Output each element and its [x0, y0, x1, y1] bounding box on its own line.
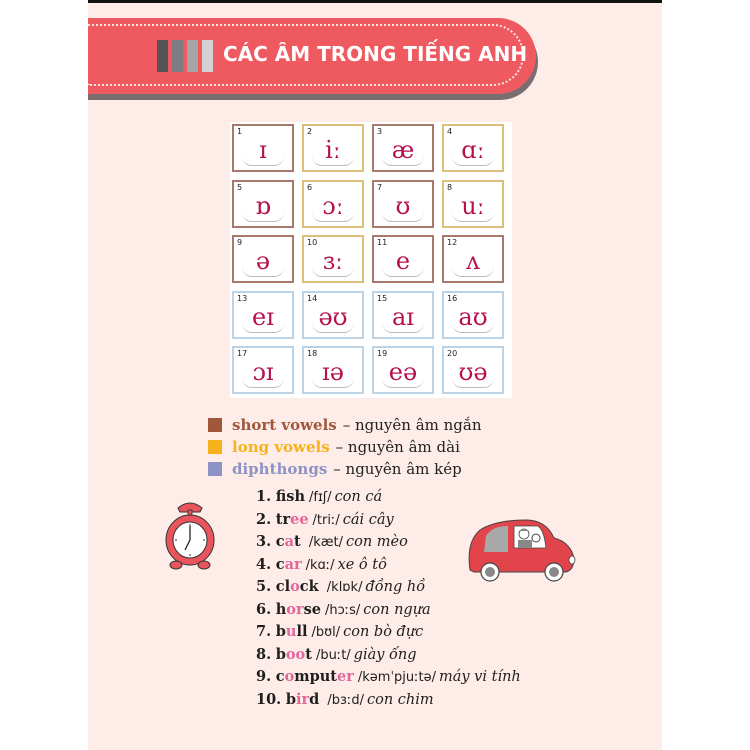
phoneme-cell: [442, 235, 504, 283]
vocab-ipa: /kəmˈpjuːtə/: [357, 670, 436, 685]
cell-number: 14: [307, 293, 318, 303]
cell-number: 1: [237, 127, 243, 136]
vocabulary-list: [256, 488, 521, 713]
legend-item: [208, 436, 482, 458]
phoneme-cell: [232, 291, 294, 339]
vocab-item: 3. cat /kæt/ con mèo: [256, 533, 408, 550]
phoneme-cell: [232, 346, 294, 394]
legend-key: short vowels: [232, 416, 337, 434]
vocab-ipa: /kɑː/: [305, 557, 335, 573]
phoneme-cell: [302, 346, 364, 394]
phoneme-symbol: eɪ: [252, 302, 274, 331]
vocab-ipa: /fɪʃ/: [309, 490, 332, 505]
cell-number: 15: [377, 293, 388, 303]
legend-key: long vowels: [232, 438, 330, 456]
legend-swatch: [208, 418, 222, 432]
vocab-word: fsh: [275, 488, 306, 505]
vocab-ipa: /bɜːd/: [323, 692, 364, 708]
alarm-clock-icon: [160, 498, 220, 570]
cell-number: 12: [447, 238, 458, 247]
phoneme-symbol: ɜː: [322, 247, 344, 275]
phoneme-symbol: iː: [325, 136, 341, 164]
vocab-item: 9. computer /kəmˈpjuːtə/ máy vi tính: [256, 668, 521, 685]
vocab-item: 2. tree /triː/ cái cây: [256, 510, 394, 528]
phoneme-cell: [302, 235, 364, 283]
cell-number: 5: [237, 182, 243, 192]
cell-number: 4: [447, 127, 453, 136]
phoneme-cell: [232, 235, 294, 283]
page-title: CÁC ÂM TRONG TIẾNG ANH: [223, 42, 528, 66]
vocab-ipa: /hɔːs/: [325, 602, 361, 618]
vocab-ipa: /kæt/: [304, 535, 343, 550]
cell-number: 8: [447, 182, 453, 192]
vocab-meaning: máy vi tính: [438, 669, 521, 685]
phoneme-symbol: ə: [255, 247, 271, 275]
cell-number: 6: [307, 182, 313, 192]
phoneme-symbol: aʊ: [458, 302, 488, 331]
vocab-meaning: con bò đực: [343, 624, 424, 640]
cell-number: 19: [377, 349, 388, 358]
phoneme-symbol: aɪ: [392, 302, 414, 331]
cell-number: 9: [237, 238, 243, 247]
legend-desc: – nguyên âm kép: [333, 460, 462, 478]
phoneme-cell: [302, 291, 364, 339]
legend-desc: – nguyên âm ngắn: [342, 416, 482, 434]
phoneme-symbol: ɔɪ: [252, 358, 274, 386]
phoneme-symbol: ɒ: [255, 191, 271, 220]
phoneme-symbol: eə: [388, 358, 418, 386]
vocab-meaning: con cá: [334, 489, 383, 505]
legend-swatch: [208, 440, 222, 454]
vocab-meaning: con ngựa: [363, 601, 431, 618]
phoneme-symbol: ɔː: [322, 191, 344, 220]
vocab-meaning: cái cây: [342, 511, 394, 528]
phoneme-cell: [372, 291, 434, 339]
phoneme-cell: [442, 124, 504, 172]
cell-number: 20: [447, 349, 458, 358]
phoneme-symbol: æ: [391, 136, 415, 164]
phoneme-symbol: ʌ: [466, 247, 480, 275]
phoneme-symbol: ʊ: [395, 191, 411, 220]
legend-key: diphthongs: [232, 460, 328, 478]
cell-number: 3: [377, 127, 383, 136]
phoneme-cell: [302, 124, 364, 172]
cell-number: 10: [307, 238, 318, 247]
vocab-word: boot: [275, 645, 312, 663]
phoneme-chart: [230, 122, 512, 398]
phoneme-symbol: ɪə: [322, 358, 344, 386]
section-banner: [88, 18, 538, 100]
phoneme-symbol: e: [395, 247, 411, 275]
phoneme-cell: [232, 124, 294, 172]
vocab-meaning: con mèo: [346, 534, 408, 550]
vocab-item: 6. horse /hɔːs/ con ngựa: [256, 600, 431, 618]
vocab-item: 7. bull /bʊl/ con bò đực: [256, 623, 424, 640]
vocab-ipa: /klɒk/: [322, 580, 363, 595]
vocab-item: 5. clock /klɒk/ đồng hồ: [256, 578, 426, 595]
vocab-item: 4. car /kɑː/ xe ô tô: [256, 555, 387, 573]
vocab-word: car: [275, 555, 302, 573]
cell-number: 13: [237, 293, 248, 303]
vocab-item: 8. boot /buːt/ giày ống: [256, 645, 417, 663]
vocab-ipa: /bʊl/: [311, 625, 341, 640]
vocab-word: clock: [275, 578, 319, 595]
vocab-meaning: xe ô tô: [337, 556, 387, 573]
phoneme-cell: [372, 180, 434, 228]
legend: [208, 414, 482, 480]
phoneme-cell: [442, 180, 504, 228]
phoneme-cell: [302, 180, 364, 228]
vocab-ipa: /triː/: [312, 512, 340, 528]
phoneme-symbol: uː: [461, 191, 485, 220]
vocab-item: 1. fsh /fɪʃ/ con cá: [256, 488, 383, 505]
vocab-ipa: /buːt/: [315, 647, 351, 663]
cell-number: 2: [307, 127, 313, 136]
phoneme-cell: [372, 235, 434, 283]
vocab-word: horse: [275, 600, 321, 618]
legend-item: [208, 414, 482, 436]
phoneme-symbol: ɪ: [259, 136, 267, 164]
vocab-meaning: con chim: [366, 691, 434, 708]
vocab-word: tree: [275, 510, 309, 528]
vocab-word: bird: [285, 690, 320, 708]
legend-item: [208, 458, 482, 480]
vocab-item: 10. bird /bɜːd/ con chim: [256, 690, 434, 708]
legend-desc: – nguyên âm dài: [335, 438, 460, 456]
vocab-meaning: đồng hồ: [365, 579, 426, 595]
cell-number: 18: [307, 349, 318, 358]
vocab-word: computer: [275, 668, 354, 685]
vocab-meaning: giày ống: [353, 646, 417, 663]
legend-swatch: [208, 462, 222, 476]
vocab-word: bull: [275, 623, 308, 640]
cell-number: 16: [447, 293, 458, 303]
phoneme-symbol: ʊə: [458, 358, 488, 386]
phoneme-cell: [232, 180, 294, 228]
phoneme-cell: [372, 346, 434, 394]
phoneme-symbol: ɑː: [461, 136, 485, 164]
bars-icon: [157, 40, 213, 72]
phoneme-symbol: əʊ: [318, 302, 348, 331]
phoneme-cell: [442, 346, 504, 394]
cell-number: 7: [377, 182, 383, 192]
vocab-word: cat: [275, 533, 301, 550]
phoneme-cell: [372, 124, 434, 172]
cell-number: 11: [377, 238, 388, 247]
phoneme-cell: [442, 291, 504, 339]
cell-number: 17: [237, 349, 248, 358]
